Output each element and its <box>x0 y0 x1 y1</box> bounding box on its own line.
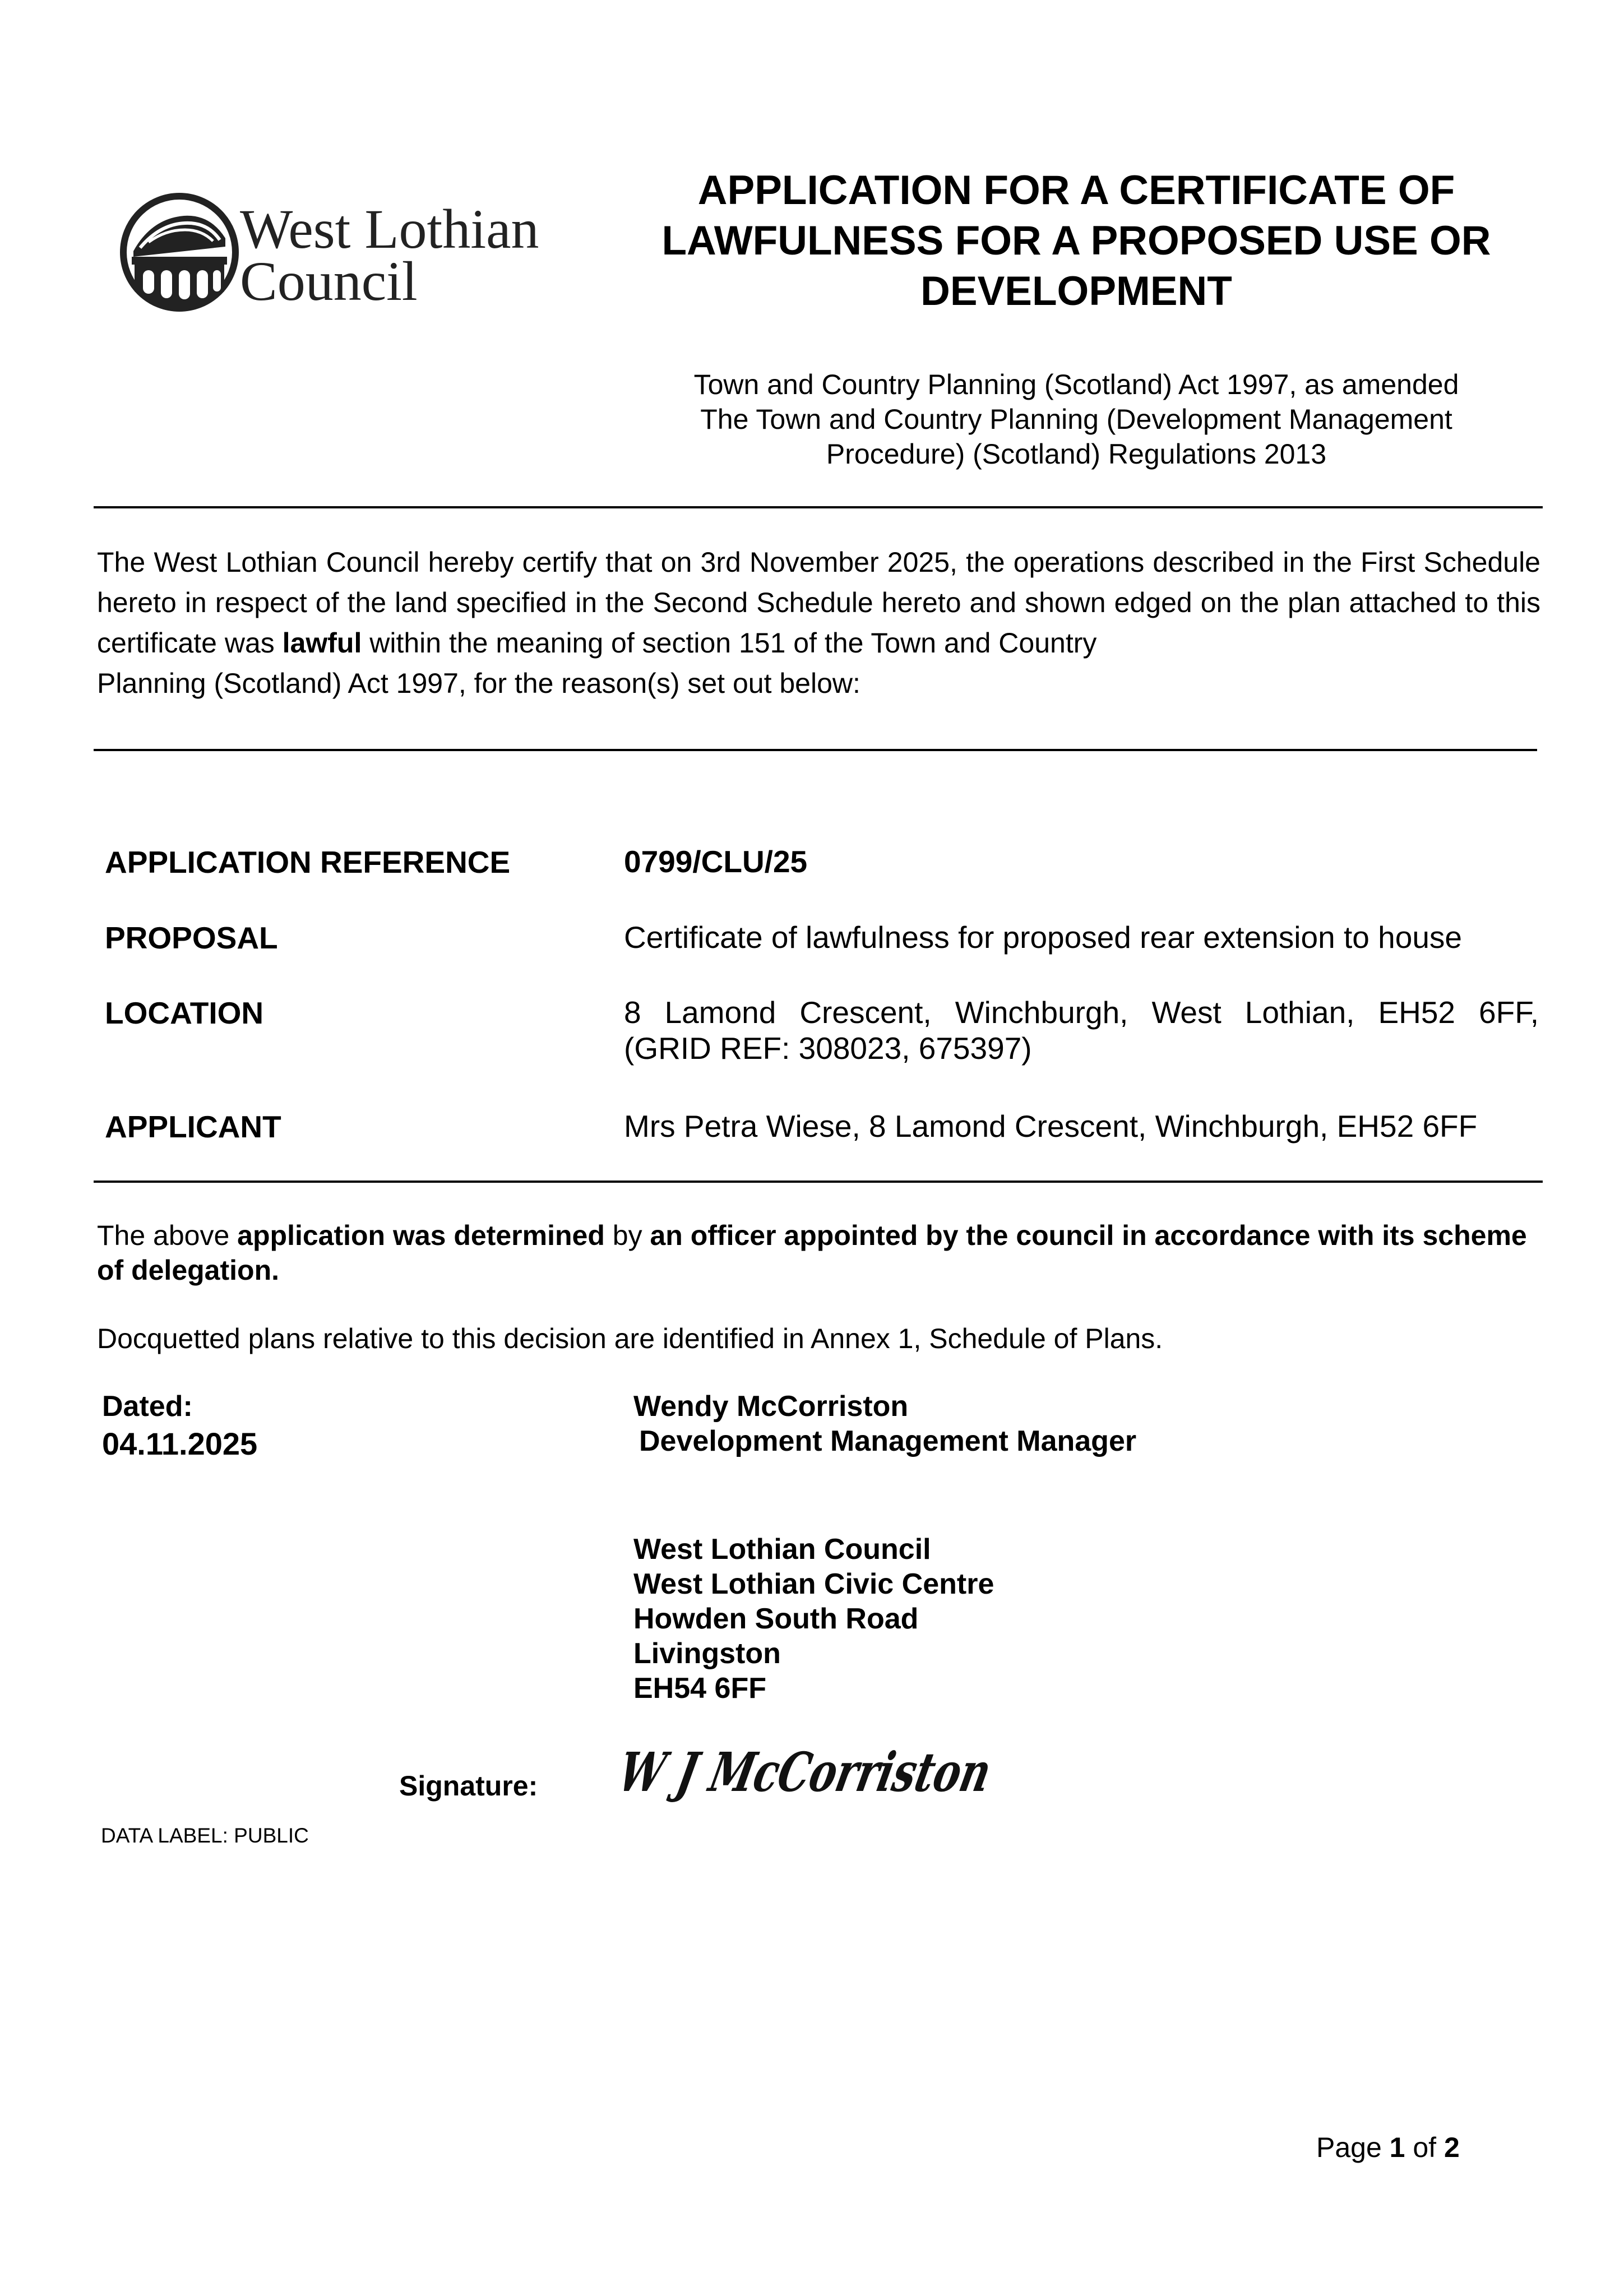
reference-label: APPLICATION REFERENCE <box>105 845 511 879</box>
legislation-line: Town and Country Planning (Scotland) Act 1997, as amended <box>693 369 1459 400</box>
certification-text: within the meaning of section 151 of the Town and Country <box>362 627 1097 659</box>
certification-last-line: Planning (Scotland) Act 1997, for the reason(s) set out below: <box>97 668 860 699</box>
divider <box>94 506 1543 508</box>
address-line: West Lothian Council <box>633 1533 931 1566</box>
dated-label: Dated: <box>102 1390 193 1423</box>
title-line: APPLICATION FOR A CERTIFICATE OF <box>697 168 1455 213</box>
reference-value: 0799/CLU/25 <box>624 844 808 879</box>
council-address <box>633 1532 994 1706</box>
proposal-label: PROPOSAL <box>105 920 278 955</box>
page-current: 1 <box>1389 2132 1405 2163</box>
proposal-value: Certificate of lawfulness for proposed rear extension to house <box>624 920 1462 955</box>
title-line: DEVELOPMENT <box>920 269 1232 314</box>
address-line: Livingston <box>633 1637 781 1670</box>
determination-bold: application was determined <box>237 1220 605 1251</box>
address-line: EH54 6FF <box>633 1672 766 1705</box>
location-grid-ref: (GRID REF: 308023, 675397) <box>624 1031 1032 1066</box>
document-title <box>605 165 1547 317</box>
determination-text: The above <box>97 1220 238 1251</box>
dated-value: 04.11.2025 <box>102 1426 258 1461</box>
signature-text: W J McCorriston <box>613 1740 1128 1804</box>
divider <box>94 749 1537 751</box>
signer-name: Wendy McCorriston <box>633 1390 909 1423</box>
page-total: 2 <box>1443 2132 1460 2163</box>
logo-text-line1: West Lothian <box>240 198 539 260</box>
address-line: West Lothian Civic Centre <box>633 1568 994 1600</box>
viaduct-emblem-icon <box>123 196 235 308</box>
determination-statement <box>97 1218 1532 1288</box>
data-classification-label: DATA LABEL: PUBLIC <box>101 1824 309 1847</box>
certification-paragraph <box>97 542 1540 703</box>
location-value <box>624 994 1539 1066</box>
page-prefix: Page <box>1316 2132 1390 2163</box>
signature-label: Signature: <box>399 1770 538 1802</box>
legislation-line: Procedure) (Scotland) Regulations 2013 <box>826 438 1327 470</box>
title-line: LAWFULNESS FOR A PROPOSED USE OR <box>661 218 1491 263</box>
logo-text-line2: Council <box>240 250 418 312</box>
location-label: LOCATION <box>105 996 264 1030</box>
signer-role: Development Management Manager <box>639 1425 1137 1457</box>
page-middle: of <box>1405 2132 1444 2163</box>
determination-text: by <box>604 1220 650 1251</box>
applicant-label: APPLICANT <box>105 1109 281 1144</box>
west-lothian-council-logo <box>118 185 566 320</box>
location-line: 8 Lamond Crescent, Winchburgh, West Lothian, EH52 6FF, <box>624 995 1539 1030</box>
logo-graphic <box>118 185 566 320</box>
legislation-line: The Town and Country Planning (Development Management <box>700 404 1452 435</box>
applicant-value: Mrs Petra Wiese, 8 Lamond Crescent, Winchburgh, EH52 6FF <box>624 1109 1478 1144</box>
handwritten-signature <box>613 1735 1128 1819</box>
certification-text: The West Lothian Council hereby certify that on 3rd November 2025, the operations described in the First Schedule hereto in respect of the land specified in the Second Schedule hereto and shown edged on the plan attached to this certificate was <box>97 547 1540 659</box>
page-number <box>1316 2130 1460 2165</box>
divider <box>94 1181 1543 1183</box>
legislation-reference <box>633 367 1519 471</box>
signature-graphic <box>613 1735 1128 1819</box>
determination-bold: an officer appointed by the council in accordance with its scheme of delegation. <box>97 1220 1527 1286</box>
docquetted-plans-note: Docquetted plans relative to this decision are identified in Annex 1, Schedule of Plans. <box>97 1323 1163 1354</box>
address-line: Howden South Road <box>633 1603 919 1635</box>
certification-lawful: lawful <box>282 627 362 659</box>
